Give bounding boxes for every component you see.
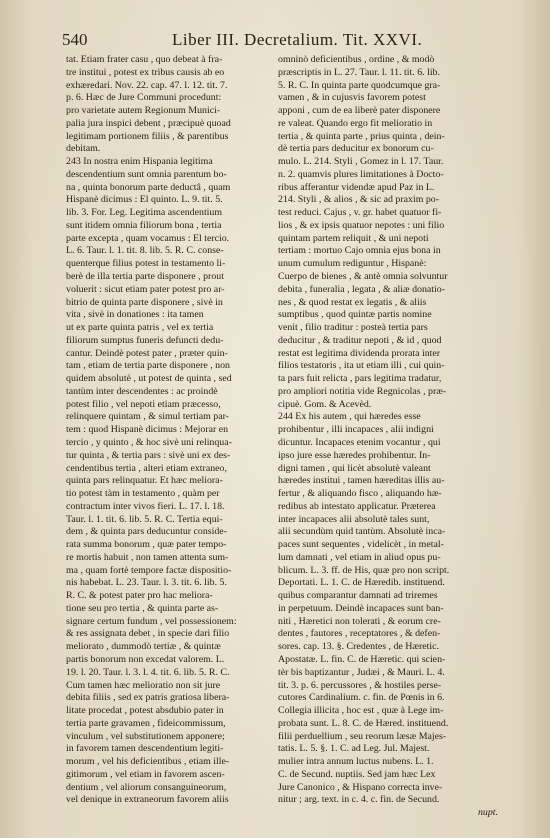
left-column-line: legitimam portionem filiis , & parentibus xyxy=(66,130,229,142)
left-column-line: filiorum sumptus funeris defuncti dedu- xyxy=(66,334,224,346)
left-column-line: Cum tamen hæc melioratio non sit jure xyxy=(66,679,221,691)
right-column-line: ipso jure esse hæredes prohibentur. In- xyxy=(278,449,431,461)
left-column-line: tertia parte gravamen , fideicommissum, xyxy=(66,717,226,729)
right-column-line: in perpetuum. Deindè incapaces sunt ban- xyxy=(278,602,444,614)
left-column-line: sunt itidem omnia filiorum bona , tertia xyxy=(66,219,222,231)
right-column-line: inter incapaces alii absolutè tales sunt, xyxy=(278,513,430,525)
right-column-line: digni tamen , qui licèt absolutè valeant xyxy=(278,462,431,474)
right-column-line: cipuè. Gom. & Acevèd. xyxy=(278,398,372,410)
left-column-line: signare certum fundum , vel possessionem: xyxy=(66,615,237,627)
left-column-line: rata summa bonorum , quæ pater tempo- xyxy=(66,539,227,551)
left-column-line: exhæredari. Nov. 22. cap. 47. l. 12. tit. 7. xyxy=(66,79,228,91)
left-column-line: 243 In nostra enim Hispania legitima xyxy=(66,156,213,168)
right-column-line: 244 Ex his autem , qui hæredes esse xyxy=(278,411,421,423)
left-column-line: cendentibus tertia , alteri etiam extraneo, xyxy=(66,462,227,474)
right-column-line: alii secundùm quid tantùm. Absolutè inca- xyxy=(278,526,446,538)
right-column-line: tertiam : mortuo Cajo omnia ejus bona in xyxy=(278,245,441,257)
right-column-line: test reduci. Cajus , v. gr. habet quatuor fi- xyxy=(278,207,442,219)
right-column-line: cutores Cardinalium. c. fin. de Pœnis in 6. xyxy=(278,692,445,704)
catchword: nupt. xyxy=(477,807,498,819)
right-column-line: deducitur , & traditur nepoti , & id , quod xyxy=(278,334,442,346)
right-column-line: C. de Secund. nuptiis. Sed jam hæc Lex xyxy=(278,768,436,780)
left-column-line: meliorato , dummodò tertiæ , & quintæ xyxy=(66,641,221,653)
left-column-line: vel denique in extraneorum favorem aliis xyxy=(66,794,229,806)
right-column-line: sores. cap. 13. §. Credentes , de Hæretic. xyxy=(278,641,439,653)
right-column-line: dicuntur. Incapaces etenim vocantur , qui xyxy=(278,436,441,448)
right-column-line: venit , filio traditur : posteà tertia pars xyxy=(278,322,428,334)
right-column-line: fertur , & aliquando fisco , aliquando hæ- xyxy=(278,488,442,500)
left-column-line: tercio , y quinto , & hoc sivè uni relinqua- xyxy=(66,436,232,448)
right-column-line: tatis. L. 5. §. 1. C. ad Leg. Jul. Majest. xyxy=(278,743,430,755)
left-column-line: tre institui , potest ex tribus causis ab eo xyxy=(66,66,225,78)
right-column-line: vamen , & in cujusvis favorem potest xyxy=(278,92,426,104)
left-column-line: in favorem tamen descendentium legiti- xyxy=(66,743,224,755)
right-column-line: Cuerpo de bienes , & antè omnia solvuntur xyxy=(278,271,448,283)
right-column-line: lum damnati , vel etiam in aliud opus pu- xyxy=(278,551,441,563)
left-column-line: lib. 3. For. Leg. Legitima ascendentium xyxy=(66,207,223,219)
right-column-line: re valeat. Quando ergo fit melioratio in xyxy=(278,117,433,129)
right-column-line: quintam partem reliquit , & uni nepoti xyxy=(278,232,429,244)
running-title: Liber III. Decretalium. Tit. XXVI. xyxy=(172,30,423,49)
left-column-line: vinculum , vel substitutionem apponere; xyxy=(66,730,225,742)
left-column-line: voluerit : sicut etiam pater potest pro ar- xyxy=(66,283,225,295)
left-column-line: relinquere quintam , & simul tertiam par- xyxy=(66,411,229,423)
left-column-line: contractum inter vivos fieri. L. 17. l. 18. xyxy=(66,500,225,512)
left-column-line: & res assignata debet , in specie dari filio xyxy=(66,628,230,640)
left-column-line: berè de illa tertia parte disponere , prout xyxy=(66,271,224,283)
left-column-line: tione seu pro tertia , & quinta parte as- xyxy=(66,602,219,614)
right-column-line: omninò deficientibus , ordine , & modò xyxy=(278,54,435,65)
right-column-line: pro ampliori notitia vide Regnicolas , præ- xyxy=(278,385,447,397)
left-column-line: quenterque filius potest in testamento li- xyxy=(66,258,226,270)
right-column-line: dentes , fautores , receptatores , & defen- xyxy=(278,628,441,640)
page-number: 540 xyxy=(62,30,88,49)
left-column-line: nis habebat. L. 23. Taur. l. 3. tit. 6. lib. 5. xyxy=(66,577,227,589)
left-column-line: L. 6. Taur. l. 1. tit. 8. lib. 5. R. C. conse- xyxy=(66,245,224,257)
right-column-line: prohibentur , illi incapaces , alii indigni xyxy=(278,424,434,436)
left-column-line: R. C. & potest pater pro hac meliora- xyxy=(66,590,213,602)
right-column-line: tit. 3. p. 6. percussores , & hostiles perse- xyxy=(278,679,442,691)
right-column-line: tertia , & quinta parte , prius quinta , dein- xyxy=(278,130,445,142)
left-column-line: dentium , vel aliorum consanguineorum, xyxy=(66,781,227,793)
left-column-line: ma , quam fortè tempore factæ dispositio- xyxy=(66,564,232,576)
left-column-line: tat. Etiam frater casu , quo debeat à fra- xyxy=(66,54,223,65)
right-column-line: restat est legitima dividenda prorata inter xyxy=(278,347,441,359)
right-column-line: debita , funeralia , legata , & aliæ donatio- xyxy=(278,283,445,295)
right-text-column xyxy=(278,54,498,820)
right-column-line: Apostatæ. L. fin. C. de Hæretic. qui scien- xyxy=(278,653,446,665)
right-column-line: Collegia illicita , hoc est , quæ à Lege im- xyxy=(278,705,444,717)
right-column-line: 5. R. C. In quinta parte quodcumque gra- xyxy=(278,79,441,91)
right-column-line: dè tertia pars deducitur ex bonorum cu- xyxy=(278,143,434,155)
left-column-line: partis bonorum non excedat valorem. L. xyxy=(66,653,225,665)
right-column-line: paces sunt sequentes , videlicèt , in metal- xyxy=(278,539,444,551)
left-column-line: dem , & quinta pars deducuntur conside- xyxy=(66,526,227,538)
left-column-line: Hispanè dicimus : El quinto. L. 9. tit. 5. xyxy=(66,194,223,206)
right-column-line: sumptibus , quod quintæ partis nomine xyxy=(278,309,432,321)
right-column-line: nitur ; arg. text. in c. 4. c. fin. de Secund. xyxy=(278,794,440,806)
right-column-line: redibus ab intestato applicatur. Præterea xyxy=(278,500,436,512)
right-column-line: Jure Canonico , & Hispano correcta inve- xyxy=(278,781,443,793)
right-column-line: niti , Hæretici non tolerati , & eorum cre- xyxy=(278,615,441,627)
right-column-line: tèr bis baptizantur , Judæi , & Mauri. L. 4. xyxy=(278,666,445,678)
left-column-line: bitrio de quinta parte disponere , sivè in xyxy=(66,296,223,308)
right-column-line: filii perduellium , seu reorum læsæ Majes- xyxy=(278,730,447,742)
left-column-line: debitam. xyxy=(66,143,101,155)
right-column-line: probata sunt. L. 8. C. de Hæred. instituend. xyxy=(278,717,449,729)
left-column-line: tantùm inter descendentes : ac proindè xyxy=(66,385,218,397)
right-column-line: filios testatoris , ita ut etiam illi , cui quin- xyxy=(278,360,445,372)
left-text-column xyxy=(66,54,284,807)
left-column-line: descendentium sunt omnia parentum bo- xyxy=(66,168,227,180)
left-column-line: pro varietate autem Regionum Munici- xyxy=(66,105,221,117)
left-column-line: tam , etiam de tertia parte disponere , non xyxy=(66,360,230,372)
right-column-line: præscriptis in L. 27. Taur. l. 11. tit. 6. lib. xyxy=(278,66,440,78)
left-column-line: potest filio , vel nepoti etiam præcesso, xyxy=(66,398,221,410)
right-column-line: lios , & ex ipsis quatuor nepotes : uni filio xyxy=(278,219,445,231)
left-column-line: gitimorum , vel etiam in favorem ascen- xyxy=(66,768,225,780)
right-column-line: mulo. L. 214. Styli , Gomez in l. 17. Taur. xyxy=(278,156,444,168)
left-column-line: quinta pars relinquatur. Et hæc meliora- xyxy=(66,475,223,487)
right-column-line: blicum. L. 3. ff. de His, quæ pro non script. xyxy=(278,564,450,576)
left-column-line: na , quinta bonorum parte deductâ , quam xyxy=(66,181,231,193)
left-column-line: Taur. l. 1. tit. 6. lib. 5. R. C. Tertia equi- xyxy=(66,513,223,525)
right-column-line: unum cumulum rediguntur , Hispanè: xyxy=(278,258,427,270)
left-column-line: p. 6. Hæc de Jure Communi procedunt: xyxy=(66,92,222,104)
page-header xyxy=(62,30,528,52)
left-column-line: 19. l. 20. Taur. l. 3. l. 4. tit. 6. lib. 5. R. C. xyxy=(66,666,230,678)
right-column-line: quibus comparantur damnati ad triremes xyxy=(278,590,438,602)
left-column-line: tur quinta , & tertia pars : sivè uni ex des- xyxy=(66,449,231,461)
right-column-line: mulier intra annum luctus nubens. L. 1. xyxy=(278,756,434,768)
right-column-line: n. 2. quamvis plures limitationes à Docto- xyxy=(278,168,444,180)
left-column-line: ut ex parte quinta patris , vel ex tertia xyxy=(66,322,214,334)
right-column-line: ribus afferantur videndæ apud Paz in L. xyxy=(278,181,435,193)
left-column-line: parte excepta , quam vocamus : El tercio. xyxy=(66,232,230,244)
right-column-line: ta pars fuit relicta , pars legitima tradatur, xyxy=(278,373,442,385)
left-column-line: vita , sivè in donationes : ita tamen xyxy=(66,309,204,321)
right-column-line: Deportati. L. 1. C. de Hæredib. instituend. xyxy=(278,577,445,589)
right-column-line: 214. Styli , & alios , & sic ad praxim po- xyxy=(278,194,440,206)
left-column-line: tio potest tàm in testamento , quàm per xyxy=(66,488,220,500)
right-column-line: hæredes institui , tamen hæreditas illis au- xyxy=(278,475,445,487)
left-column-line: re mortis habuit , non tamen attenta sum- xyxy=(66,551,229,563)
left-column-line: litate procedat , potest absdubio pater in xyxy=(66,705,224,717)
left-column-line: debita filiis , sed ex patris gratiosa libera- xyxy=(66,692,230,704)
left-column-line: cantur. Deindè potest pater , præter quin- xyxy=(66,347,228,359)
left-column-line: palia jura inspici debent , præcipuè quoad xyxy=(66,117,231,129)
left-column-line: morum , vel his deficientibus , etiam ille- xyxy=(66,756,230,768)
right-column-line: nes , & quod restat ex legatis , & aliis xyxy=(278,296,427,308)
left-column-line: quidem absolutè , ut potest de quinta , sed xyxy=(66,373,232,385)
left-column-line: tem : quod Hispanè dicimus : Mejorar en xyxy=(66,424,229,436)
right-column-line: apponi , cum de ea liberè pater disponere xyxy=(278,105,441,117)
